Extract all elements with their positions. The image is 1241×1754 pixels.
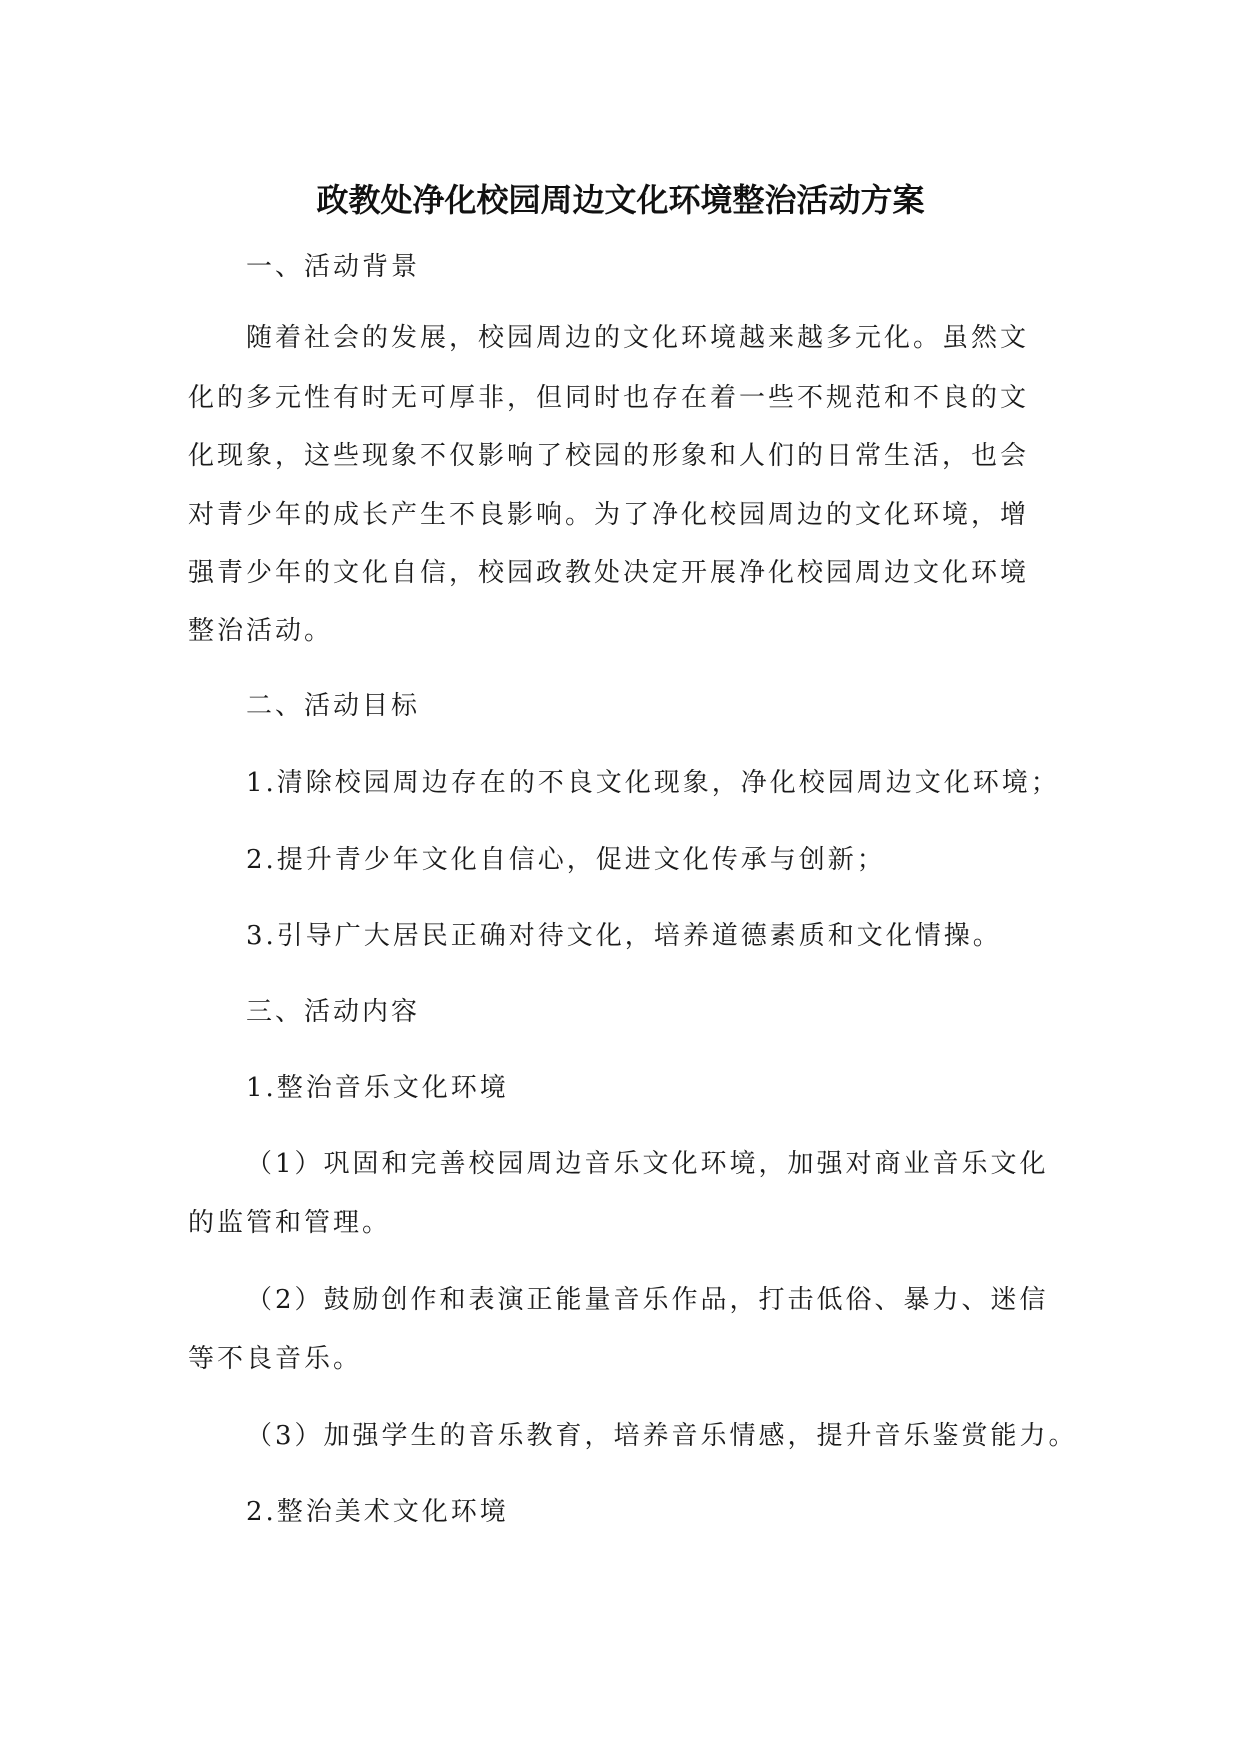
section-heading-goals: 二、活动目标 xyxy=(246,691,421,721)
list-item: 1.清除校园周边存在的不良文化现象，净化校园周边文化环境； xyxy=(246,768,1060,798)
paragraph-line: （3）加强学生的音乐教育，培养音乐情感，提升音乐鉴赏能力。 xyxy=(246,1421,1078,1451)
paragraph-line: 等不良音乐。 xyxy=(188,1344,363,1374)
paragraph-line: 化现象，这些现象不仅影响了校园的形象和人们的日常生活，也会 xyxy=(188,441,1030,471)
paragraph-line: 的监管和管理。 xyxy=(188,1208,392,1238)
paragraph-line: 随着社会的发展，校园周边的文化环境越来越多元化。虽然文 xyxy=(246,323,1030,353)
section-heading-content: 三、活动内容 xyxy=(246,997,421,1027)
subsection-heading: 1.整治音乐文化环境 xyxy=(246,1073,509,1103)
paragraph-line: 整治活动。 xyxy=(188,616,334,646)
subsection-heading: 2.整治美术文化环境 xyxy=(246,1497,509,1527)
list-item: 3.引导广大居民正确对待文化，培养道德素质和文化情操。 xyxy=(246,921,1002,951)
paragraph-line: 化的多元性有时无可厚非，但同时也存在着一些不规范和不良的文 xyxy=(188,383,1030,413)
list-item: 2.提升青少年文化自信心，促进文化传承与创新； xyxy=(246,845,886,875)
section-heading-background: 一、活动背景 xyxy=(246,252,421,282)
paragraph-line: 强青少年的文化自信，校园政教处决定开展净化校园周边文化环境 xyxy=(188,558,1030,588)
paragraph-line: 对青少年的成长产生不良影响。为了净化校园周边的文化环境，增 xyxy=(188,500,1030,530)
paragraph-line: （2）鼓励创作和表演正能量音乐作品，打击低俗、暴力、迷信 xyxy=(246,1285,1049,1315)
paragraph-line: （1）巩固和完善校园周边音乐文化环境，加强对商业音乐文化 xyxy=(246,1149,1049,1179)
document-title: 政教处净化校园周边文化环境整治活动方案 xyxy=(316,181,925,219)
